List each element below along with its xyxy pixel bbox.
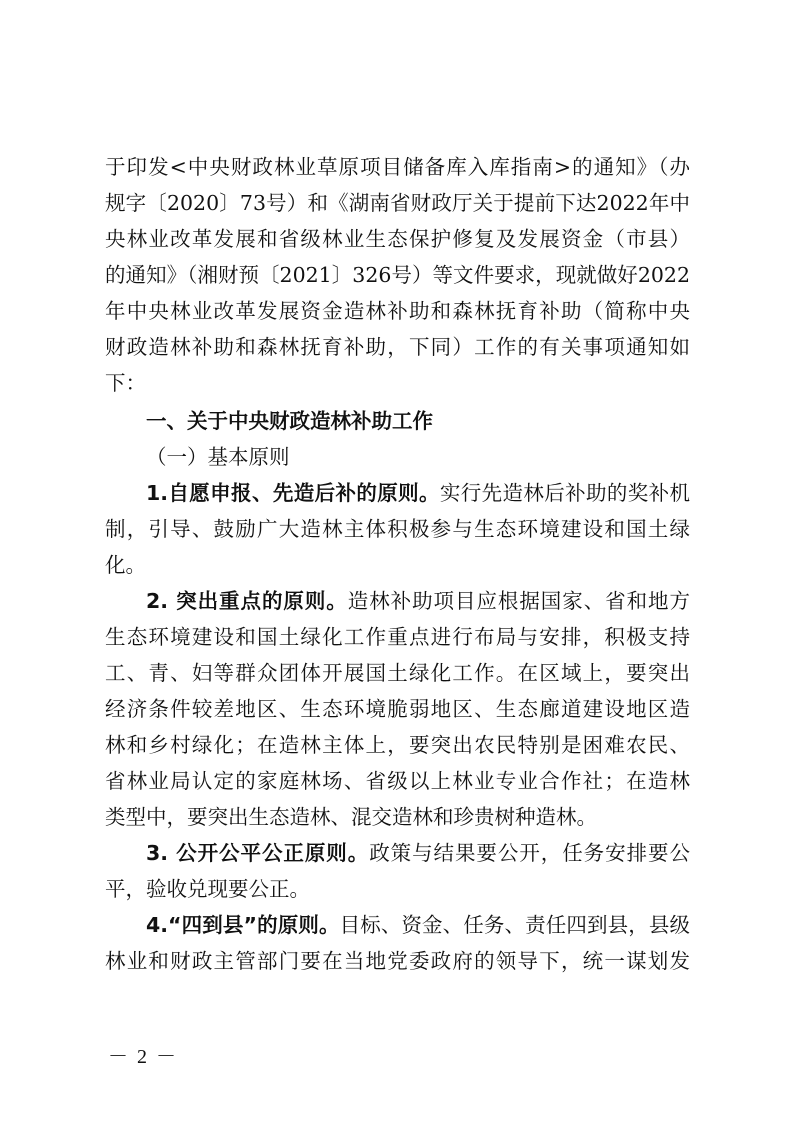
principle-text: 造林补助项目应根据国家、省和地方 — [347, 589, 690, 613]
text-line: 林和乡村绿化；在造林主体上，要突出农民特别是困难农民、 — [105, 733, 690, 757]
text-line: 年中央林业改革发展资金造林补助和森林抚育补助（简称中央 — [105, 299, 690, 323]
principle-2 — [105, 583, 690, 835]
principle-first-line — [105, 907, 690, 943]
principle-1 — [105, 475, 690, 583]
text-line: 规字〔2020〕73号）和《湖南省财政厅关于提前下达2022年中 — [105, 191, 690, 215]
principle-first-line — [105, 475, 690, 511]
text-line: 平，验收兑现要公正。 — [105, 877, 310, 901]
principle-text: 实行先造林后补助的奖补机 — [439, 481, 690, 505]
text-line: 制，引导、鼓励广大造林主体积极参与生态环境建设和国土绿 — [105, 517, 690, 541]
principle-3 — [105, 835, 690, 907]
subsection-heading: （一）基本原则 — [146, 445, 290, 469]
text-line: 化。 — [105, 553, 146, 577]
text-line: 的通知》（湘财预〔2021〕326号）等文件要求，现就做好2022 — [105, 263, 690, 287]
text-line: 经济条件较差地区、生态环境脆弱地区、生态廊道建设地区造 — [105, 697, 690, 721]
section-heading: 一、关于中央财政造林补助工作 — [146, 409, 433, 433]
principle-title: 2. 突出重点的原则。 — [146, 589, 348, 613]
principle-first-line — [105, 583, 690, 619]
principle-text: 政策与结果要公开，任务安排要公 — [369, 841, 690, 865]
principle-title: 4.“四到县”的原则。 — [146, 913, 340, 937]
principle-4 — [105, 907, 690, 979]
text-line: 生态环境建设和国土绿化工作重点进行布局与安排，积极支持 — [105, 625, 690, 649]
intro-paragraph — [105, 149, 690, 401]
text-line: 类型中，要突出生态造林、混交造林和珍贵树种造林。 — [105, 805, 597, 829]
principle-title: 1.自愿申报、先造后补的原则。 — [146, 481, 440, 505]
text-line: 央林业改革发展和省级林业生态保护修复及发展资金（市县） — [105, 227, 690, 251]
text-line: 林业和财政主管部门要在当地党委政府的领导下，统一谋划发 — [105, 949, 690, 973]
document-body — [105, 149, 690, 979]
principle-title: 3. 公开公平公正原则。 — [146, 841, 370, 865]
principle-first-line — [105, 835, 690, 871]
principle-text: 目标、资金、任务、责任四到县，县级 — [339, 913, 690, 937]
text-line: 下： — [105, 371, 146, 395]
text-line: 于印发<中央财政林业草原项目储备库入库指南>的通知》（办 — [105, 155, 690, 179]
page-number: － 2 － — [108, 1046, 178, 1068]
text-line: 财政造林补助和森林抚育补助，下同）工作的有关事项通知如 — [105, 335, 690, 359]
text-line: 工、青、妇等群众团体开展国土绿化工作。在区域上，要突出 — [105, 661, 690, 685]
text-line: 省林业局认定的家庭林场、省级以上林业专业合作社；在造林 — [105, 769, 690, 793]
